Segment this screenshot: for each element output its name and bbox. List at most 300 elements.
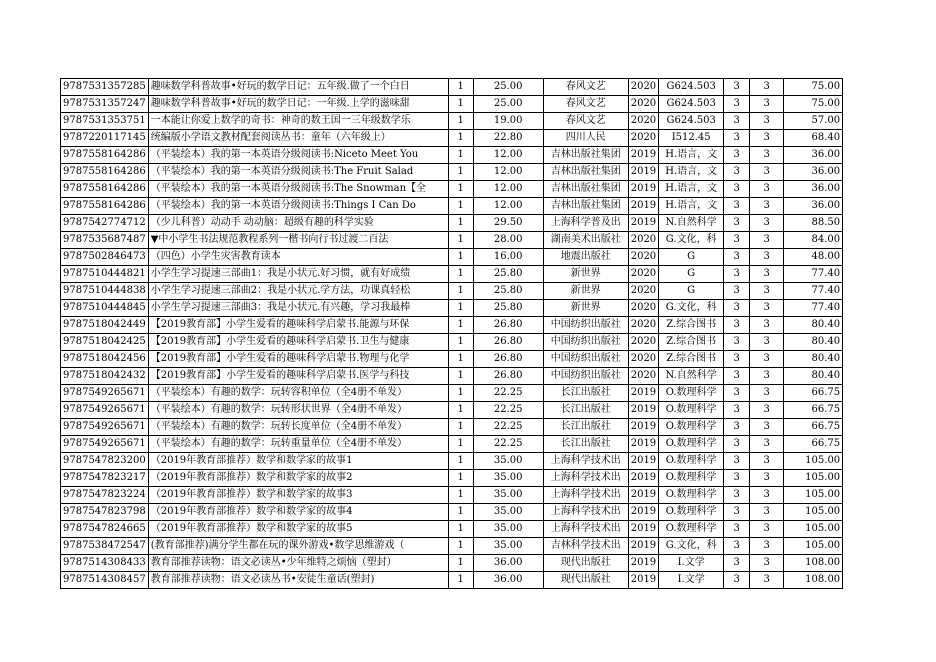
class-code-cell: I.文学 — [659, 572, 724, 589]
stock-cell: 3 — [750, 198, 784, 215]
price-cell: 25.80 — [473, 266, 543, 283]
publisher-cell: 新世界 — [543, 266, 628, 283]
title-cell: 趣味数学科普故事•好玩的数学日记：五年级.做了一个白日 — [148, 79, 448, 96]
count-cell: 3 — [724, 232, 750, 249]
isbn-cell: 9787549265671 — [61, 436, 149, 453]
stock-cell: 3 — [750, 283, 784, 300]
title-cell: 【2019教育部】小学生爱看的趣味科学启蒙书.医学与科技 — [148, 368, 448, 385]
isbn-cell: 9787514308433 — [61, 555, 149, 572]
qty-cell: 1 — [448, 283, 473, 300]
price-cell: 16.00 — [473, 249, 543, 266]
year-cell: 2020 — [628, 351, 658, 368]
publisher-cell: 上海科学技术出 — [543, 453, 628, 470]
table-row — [61, 487, 843, 504]
total-cell: 105.00 — [784, 521, 843, 538]
year-cell: 2020 — [628, 300, 658, 317]
table-row — [61, 385, 843, 402]
table-row — [61, 164, 843, 181]
year-cell: 2019 — [628, 385, 658, 402]
title-cell: （平装绘本）有趣的数学：玩转重量单位（全4册不单发） — [148, 436, 448, 453]
year-cell: 2020 — [628, 283, 658, 300]
title-cell: 一本能让你爱上数学的奇书：神奇的数王国一三年级数学乐 — [148, 113, 448, 130]
table-row — [61, 572, 843, 589]
total-cell: 88.50 — [784, 215, 843, 232]
year-cell: 2019 — [628, 572, 658, 589]
table-row — [61, 232, 843, 249]
class-code-cell: Z.综合图书 — [659, 317, 724, 334]
table-row — [61, 538, 843, 555]
title-cell: (教育部推荐)满分学生都在玩的课外游戏•数学思维游戏（ — [148, 538, 448, 555]
table-row — [61, 96, 843, 113]
publisher-cell: 中国纺织出版社 — [543, 334, 628, 351]
stock-cell: 3 — [750, 453, 784, 470]
price-cell: 36.00 — [473, 572, 543, 589]
publisher-cell: 长江出版社 — [543, 385, 628, 402]
total-cell: 84.00 — [784, 232, 843, 249]
price-cell: 28.00 — [473, 232, 543, 249]
table-row — [61, 351, 843, 368]
year-cell: 2019 — [628, 215, 658, 232]
year-cell: 2019 — [628, 164, 658, 181]
class-code-cell: O.数理科学 — [659, 385, 724, 402]
count-cell: 3 — [724, 368, 750, 385]
count-cell: 3 — [724, 283, 750, 300]
isbn-cell: 9787558164286 — [61, 198, 149, 215]
year-cell: 2019 — [628, 538, 658, 555]
price-cell: 19.00 — [473, 113, 543, 130]
stock-cell: 3 — [750, 402, 784, 419]
isbn-cell: 9787535687487 — [61, 232, 149, 249]
count-cell: 3 — [724, 538, 750, 555]
stock-cell: 3 — [750, 538, 784, 555]
class-code-cell: I512.45 — [659, 130, 724, 147]
price-cell: 12.00 — [473, 147, 543, 164]
total-cell: 75.00 — [784, 79, 843, 96]
year-cell: 2019 — [628, 504, 658, 521]
isbn-cell: 9787538472547 — [61, 538, 149, 555]
qty-cell: 1 — [448, 130, 473, 147]
stock-cell: 3 — [750, 317, 784, 334]
class-code-cell: G.文化，科 — [659, 300, 724, 317]
isbn-cell: 9787547823798 — [61, 504, 149, 521]
title-cell: （平装绘本）有趣的数学：玩转形状世界（全4册不单发） — [148, 402, 448, 419]
qty-cell: 1 — [448, 402, 473, 419]
title-cell: （2019年教育部推荐）数学和数学家的故事3 — [148, 487, 448, 504]
total-cell: 66.75 — [784, 402, 843, 419]
year-cell: 2020 — [628, 266, 658, 283]
isbn-cell: 9787531357247 — [61, 96, 149, 113]
total-cell: 80.40 — [784, 351, 843, 368]
price-cell: 35.00 — [473, 538, 543, 555]
publisher-cell: 吉林出版社集团 — [543, 198, 628, 215]
table-row — [61, 215, 843, 232]
title-cell: 小学生学习提速三部曲1：我是小状元.好习惯，就有好成绩 — [148, 266, 448, 283]
count-cell: 3 — [724, 266, 750, 283]
isbn-cell: 9787518042449 — [61, 317, 149, 334]
table-row — [61, 283, 843, 300]
publisher-cell: 现代出版社 — [543, 572, 628, 589]
qty-cell: 1 — [448, 164, 473, 181]
title-cell: 小学生学习提速三部曲3：我是小状元.有兴趣，学习我最棒 — [148, 300, 448, 317]
price-cell: 26.80 — [473, 334, 543, 351]
count-cell: 3 — [724, 521, 750, 538]
count-cell: 3 — [724, 419, 750, 436]
publisher-cell: 中国纺织出版社 — [543, 317, 628, 334]
stock-cell: 3 — [750, 521, 784, 538]
table-row — [61, 113, 843, 130]
publisher-cell: 现代出版社 — [543, 555, 628, 572]
year-cell: 2019 — [628, 521, 658, 538]
book-list-table — [60, 78, 843, 589]
isbn-cell: 9787531357285 — [61, 79, 149, 96]
class-code-cell: O.数理科学 — [659, 402, 724, 419]
class-code-cell: H.语言，文 — [659, 181, 724, 198]
table-row — [61, 521, 843, 538]
isbn-cell: 9787510444838 — [61, 283, 149, 300]
stock-cell: 3 — [750, 419, 784, 436]
stock-cell: 3 — [750, 266, 784, 283]
qty-cell: 1 — [448, 385, 473, 402]
table-row — [61, 317, 843, 334]
stock-cell: 3 — [750, 334, 784, 351]
title-cell: 教育部推荐读物：语文必读丛书•安徒生童话(塑封) — [148, 572, 448, 589]
stock-cell: 3 — [750, 436, 784, 453]
class-code-cell: N.自然科学 — [659, 215, 724, 232]
isbn-cell: 9787549265671 — [61, 385, 149, 402]
qty-cell: 1 — [448, 521, 473, 538]
year-cell: 2020 — [628, 317, 658, 334]
isbn-cell: 9787547823224 — [61, 487, 149, 504]
isbn-cell: 9787518042425 — [61, 334, 149, 351]
count-cell: 3 — [724, 198, 750, 215]
qty-cell: 1 — [448, 317, 473, 334]
year-cell: 2019 — [628, 470, 658, 487]
price-cell: 25.80 — [473, 300, 543, 317]
stock-cell: 3 — [750, 385, 784, 402]
publisher-cell: 春风文艺 — [543, 96, 628, 113]
price-cell: 35.00 — [473, 453, 543, 470]
isbn-cell: 9787518042432 — [61, 368, 149, 385]
title-cell: （少儿科普）动动手 动动脑：超级有趣的科学实验 — [148, 215, 448, 232]
count-cell: 3 — [724, 96, 750, 113]
year-cell: 2020 — [628, 368, 658, 385]
qty-cell: 1 — [448, 453, 473, 470]
publisher-cell: 上海科学技术出 — [543, 521, 628, 538]
isbn-cell: 9787510444821 — [61, 266, 149, 283]
isbn-cell: 9787547823217 — [61, 470, 149, 487]
total-cell: 75.00 — [784, 96, 843, 113]
isbn-cell: 9787547823200 — [61, 453, 149, 470]
class-code-cell: I.文学 — [659, 555, 724, 572]
qty-cell: 1 — [448, 572, 473, 589]
year-cell: 2019 — [628, 198, 658, 215]
qty-cell: 1 — [448, 198, 473, 215]
class-code-cell: O.数理科学 — [659, 470, 724, 487]
total-cell: 36.00 — [784, 181, 843, 198]
qty-cell: 1 — [448, 300, 473, 317]
price-cell: 12.00 — [473, 181, 543, 198]
year-cell: 2019 — [628, 453, 658, 470]
class-code-cell: G.文化，科 — [659, 538, 724, 555]
count-cell: 3 — [724, 113, 750, 130]
total-cell: 66.75 — [784, 419, 843, 436]
stock-cell: 3 — [750, 487, 784, 504]
class-code-cell: G624.503 — [659, 113, 724, 130]
table-row — [61, 79, 843, 96]
title-cell: （平装绘本）我的第一本英语分级阅读书:The Snowman【全 — [148, 181, 448, 198]
title-cell: （2019年教育部推荐）数学和数学家的故事4 — [148, 504, 448, 521]
table-row — [61, 147, 843, 164]
stock-cell: 3 — [750, 555, 784, 572]
year-cell: 2019 — [628, 181, 658, 198]
title-cell: （平装绘本）有趣的数学：玩转长度单位（全4册不单发） — [148, 419, 448, 436]
stock-cell: 3 — [750, 572, 784, 589]
total-cell: 66.75 — [784, 385, 843, 402]
title-cell: （平装绘本）我的第一本英语分级阅读书:Things I Can Do — [148, 198, 448, 215]
publisher-cell: 地震出版社 — [543, 249, 628, 266]
title-cell: （平装绘本）有趣的数学：玩转容积单位（全4册不单发） — [148, 385, 448, 402]
price-cell: 26.80 — [473, 351, 543, 368]
price-cell: 35.00 — [473, 470, 543, 487]
total-cell: 48.00 — [784, 249, 843, 266]
class-code-cell: H.语言，文 — [659, 147, 724, 164]
class-code-cell: O.数理科学 — [659, 419, 724, 436]
count-cell: 3 — [724, 572, 750, 589]
count-cell: 3 — [724, 555, 750, 572]
table-row — [61, 130, 843, 147]
title-cell: （2019年教育部推荐）数学和数学家的故事2 — [148, 470, 448, 487]
class-code-cell: O.数理科学 — [659, 453, 724, 470]
isbn-cell: 9787558164286 — [61, 164, 149, 181]
table-row — [61, 504, 843, 521]
isbn-cell: 9787549265671 — [61, 402, 149, 419]
price-cell: 35.00 — [473, 521, 543, 538]
publisher-cell: 中国纺织出版社 — [543, 368, 628, 385]
publisher-cell: 春风文艺 — [543, 79, 628, 96]
table-row — [61, 266, 843, 283]
qty-cell: 1 — [448, 266, 473, 283]
count-cell: 3 — [724, 249, 750, 266]
price-cell: 22.25 — [473, 436, 543, 453]
price-cell: 12.00 — [473, 198, 543, 215]
total-cell: 105.00 — [784, 487, 843, 504]
qty-cell: 1 — [448, 249, 473, 266]
class-code-cell: Z.综合图书 — [659, 334, 724, 351]
price-cell: 26.80 — [473, 317, 543, 334]
year-cell: 2020 — [628, 96, 658, 113]
count-cell: 3 — [724, 181, 750, 198]
total-cell: 105.00 — [784, 504, 843, 521]
title-cell: ▼中小学生书法规范教程系列一楷书向行书过渡二百法 — [148, 232, 448, 249]
total-cell: 108.00 — [784, 572, 843, 589]
total-cell: 36.00 — [784, 147, 843, 164]
class-code-cell: O.数理科学 — [659, 487, 724, 504]
qty-cell: 1 — [448, 436, 473, 453]
qty-cell: 1 — [448, 113, 473, 130]
title-cell: 【2019教育部】小学生爱看的趣味科学启蒙书.卫生与健康 — [148, 334, 448, 351]
isbn-cell: 9787514308457 — [61, 572, 149, 589]
isbn-cell: 9787510444845 — [61, 300, 149, 317]
count-cell: 3 — [724, 147, 750, 164]
table-row — [61, 198, 843, 215]
count-cell: 3 — [724, 470, 750, 487]
price-cell: 36.00 — [473, 555, 543, 572]
class-code-cell: G — [659, 249, 724, 266]
qty-cell: 1 — [448, 181, 473, 198]
year-cell: 2020 — [628, 130, 658, 147]
total-cell: 105.00 — [784, 453, 843, 470]
table-row — [61, 334, 843, 351]
publisher-cell: 吉林出版社集团 — [543, 147, 628, 164]
title-cell: （四色）小学生灾害教育读本 — [148, 249, 448, 266]
total-cell: 77.40 — [784, 300, 843, 317]
table-row — [61, 249, 843, 266]
class-code-cell: G624.503 — [659, 79, 724, 96]
qty-cell: 1 — [448, 538, 473, 555]
year-cell: 2019 — [628, 487, 658, 504]
stock-cell: 3 — [750, 470, 784, 487]
total-cell: 80.40 — [784, 317, 843, 334]
class-code-cell: O.数理科学 — [659, 504, 724, 521]
count-cell: 3 — [724, 164, 750, 181]
stock-cell: 3 — [750, 504, 784, 521]
count-cell: 3 — [724, 130, 750, 147]
price-cell: 35.00 — [473, 487, 543, 504]
total-cell: 68.40 — [784, 130, 843, 147]
qty-cell: 1 — [448, 79, 473, 96]
class-code-cell: Z.综合图书 — [659, 351, 724, 368]
title-cell: （2019年教育部推荐）数学和数学家的故事1 — [148, 453, 448, 470]
table-row — [61, 181, 843, 198]
isbn-cell: 9787518042456 — [61, 351, 149, 368]
stock-cell: 3 — [750, 181, 784, 198]
title-cell: 教育部推荐读物：语文必读丛•少年维特之烦恼（塑封） — [148, 555, 448, 572]
publisher-cell: 上海科学普及出 — [543, 215, 628, 232]
isbn-cell: 9787531353751 — [61, 113, 149, 130]
total-cell: 36.00 — [784, 198, 843, 215]
publisher-cell: 吉林科学技术出 — [543, 538, 628, 555]
total-cell: 108.00 — [784, 555, 843, 572]
class-code-cell: G — [659, 283, 724, 300]
count-cell: 3 — [724, 215, 750, 232]
qty-cell: 1 — [448, 351, 473, 368]
class-code-cell: G.文化，科 — [659, 232, 724, 249]
table-row — [61, 402, 843, 419]
title-cell: （平装绘本）我的第一本英语分级阅读书:The Fruit Salad — [148, 164, 448, 181]
price-cell: 25.00 — [473, 79, 543, 96]
stock-cell: 3 — [750, 164, 784, 181]
count-cell: 3 — [724, 300, 750, 317]
publisher-cell: 湖南美术出版社 — [543, 232, 628, 249]
year-cell: 2020 — [628, 232, 658, 249]
isbn-cell: 9787502846473 — [61, 249, 149, 266]
stock-cell: 3 — [750, 79, 784, 96]
total-cell: 80.40 — [784, 334, 843, 351]
table-row — [61, 419, 843, 436]
qty-cell: 1 — [448, 470, 473, 487]
class-code-cell: G — [659, 266, 724, 283]
count-cell: 3 — [724, 385, 750, 402]
year-cell: 2020 — [628, 79, 658, 96]
price-cell: 12.00 — [473, 164, 543, 181]
count-cell: 3 — [724, 436, 750, 453]
table-row — [61, 300, 843, 317]
table-row — [61, 470, 843, 487]
class-code-cell: O.数理科学 — [659, 436, 724, 453]
count-cell: 3 — [724, 402, 750, 419]
publisher-cell: 长江出版社 — [543, 402, 628, 419]
count-cell: 3 — [724, 79, 750, 96]
stock-cell: 3 — [750, 113, 784, 130]
year-cell: 2020 — [628, 334, 658, 351]
class-code-cell: O.数理科学 — [659, 521, 724, 538]
stock-cell: 3 — [750, 215, 784, 232]
stock-cell: 3 — [750, 130, 784, 147]
stock-cell: 3 — [750, 147, 784, 164]
count-cell: 3 — [724, 351, 750, 368]
stock-cell: 3 — [750, 300, 784, 317]
publisher-cell: 吉林出版社集团 — [543, 164, 628, 181]
isbn-cell: 9787542774712 — [61, 215, 149, 232]
title-cell: 【2019教育部】小学生爱看的趣味科学启蒙书.能源与环保 — [148, 317, 448, 334]
publisher-cell: 上海科学技术出 — [543, 504, 628, 521]
isbn-cell: 9787558164286 — [61, 147, 149, 164]
qty-cell: 1 — [448, 96, 473, 113]
publisher-cell: 新世界 — [543, 300, 628, 317]
stock-cell: 3 — [750, 232, 784, 249]
title-cell: 小学生学习提速三部曲2：我是小状元.学方法，功课真轻松 — [148, 283, 448, 300]
class-code-cell: H.语言，文 — [659, 198, 724, 215]
table-row — [61, 555, 843, 572]
count-cell: 3 — [724, 453, 750, 470]
year-cell: 2019 — [628, 555, 658, 572]
publisher-cell: 上海科学技术出 — [543, 470, 628, 487]
price-cell: 25.80 — [473, 283, 543, 300]
price-cell: 25.00 — [473, 96, 543, 113]
publisher-cell: 长江出版社 — [543, 436, 628, 453]
count-cell: 3 — [724, 334, 750, 351]
isbn-cell: 9787220117145 — [61, 130, 149, 147]
table-row — [61, 453, 843, 470]
year-cell: 2019 — [628, 436, 658, 453]
price-cell: 22.25 — [473, 385, 543, 402]
qty-cell: 1 — [448, 368, 473, 385]
publisher-cell: 四川人民 — [543, 130, 628, 147]
total-cell: 66.75 — [784, 436, 843, 453]
table-row — [61, 368, 843, 385]
qty-cell: 1 — [448, 419, 473, 436]
price-cell: 26.80 — [473, 368, 543, 385]
publisher-cell: 中国纺织出版社 — [543, 351, 628, 368]
spreadsheet — [60, 78, 843, 589]
price-cell: 22.25 — [473, 419, 543, 436]
isbn-cell: 9787547824665 — [61, 521, 149, 538]
year-cell: 2020 — [628, 113, 658, 130]
stock-cell: 3 — [750, 249, 784, 266]
count-cell: 3 — [724, 487, 750, 504]
price-cell: 35.00 — [473, 504, 543, 521]
year-cell: 2019 — [628, 419, 658, 436]
stock-cell: 3 — [750, 351, 784, 368]
qty-cell: 1 — [448, 147, 473, 164]
total-cell: 36.00 — [784, 164, 843, 181]
publisher-cell: 上海科学技术出 — [543, 487, 628, 504]
price-cell: 29.50 — [473, 215, 543, 232]
title-cell: 【2019教育部】小学生爱看的趣味科学启蒙书.物理与化学 — [148, 351, 448, 368]
price-cell: 22.25 — [473, 402, 543, 419]
total-cell: 105.00 — [784, 470, 843, 487]
total-cell: 105.00 — [784, 538, 843, 555]
